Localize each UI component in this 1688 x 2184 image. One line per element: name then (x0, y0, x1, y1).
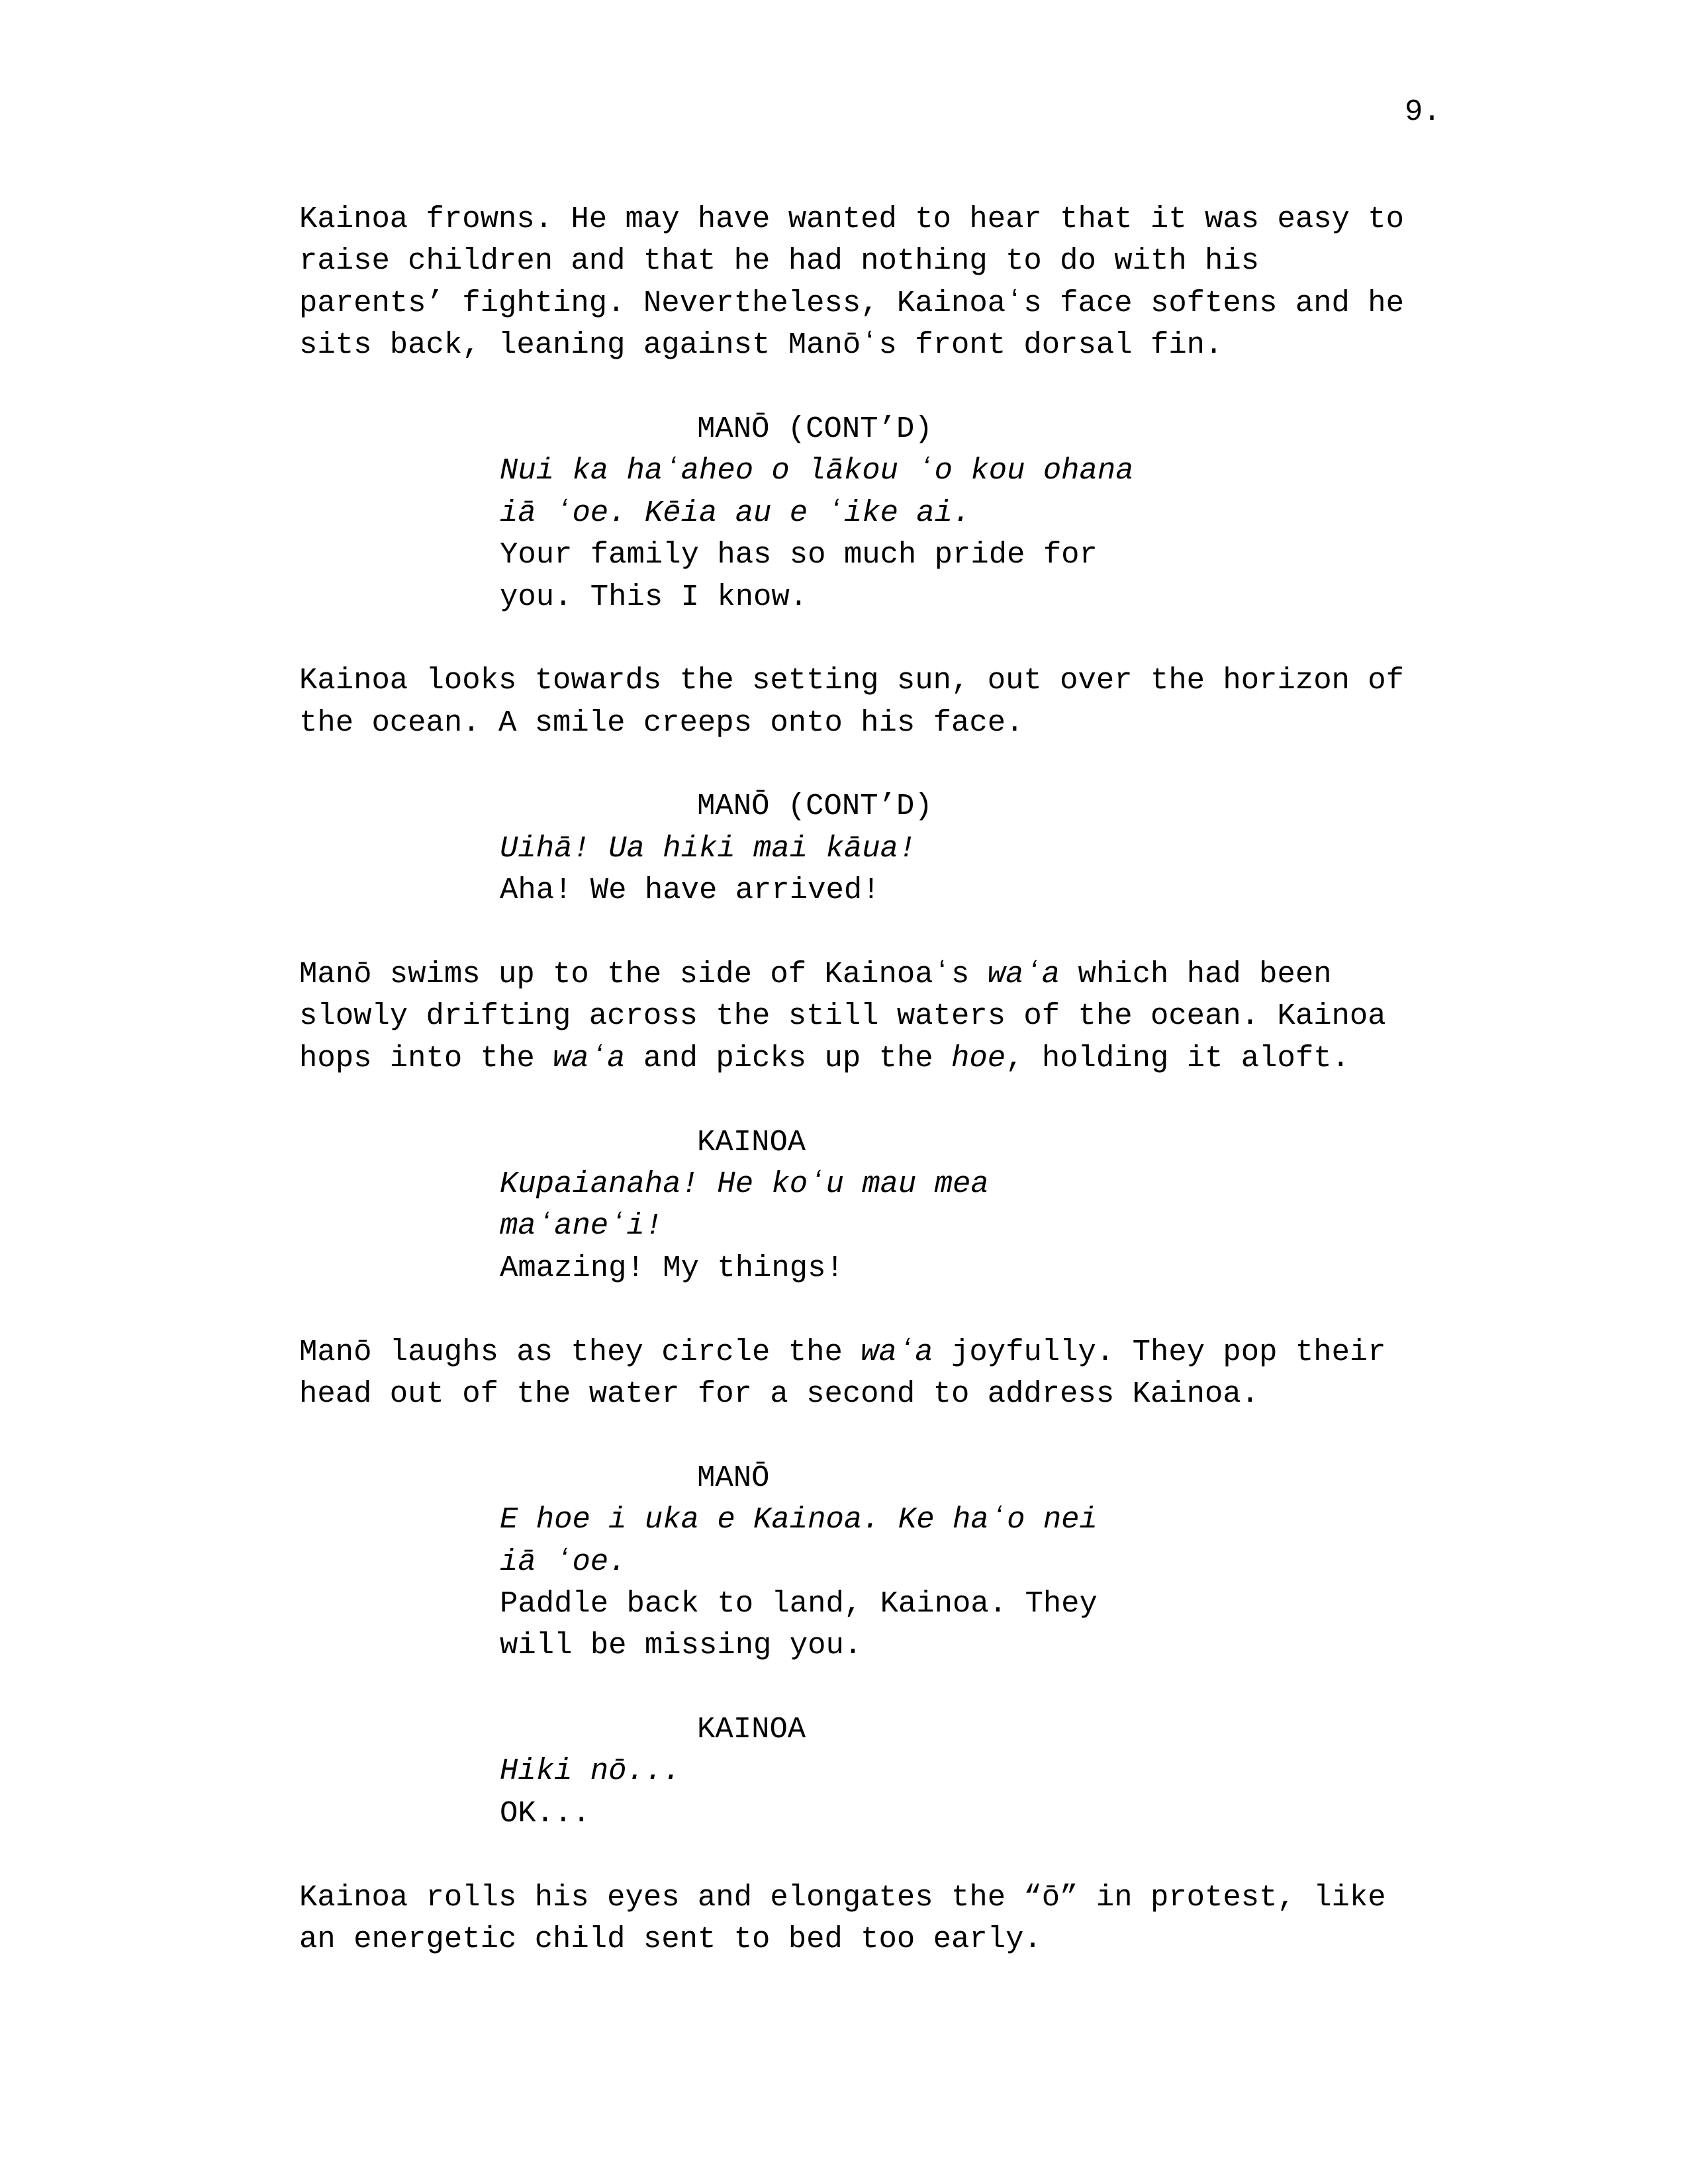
character-name: KAINOA (697, 1124, 806, 1160)
action-line (299, 1332, 1464, 1373)
action-line (299, 1373, 1464, 1415)
action-line (299, 660, 1464, 702)
text-segment: , holding it aloft. (1006, 1040, 1350, 1075)
text-segment: waʻa (553, 1040, 626, 1075)
dialogue-block (299, 786, 1464, 911)
text-segment: you. This I know. (500, 579, 808, 614)
text-segment: Kainoa looks towards the setting sun, out over the horizon of (299, 663, 1405, 698)
text-segment: Kainoa rolls his eyes and elongates the “ō” in protest, like (299, 1880, 1386, 1915)
dialogue-block (299, 1122, 1464, 1290)
text-segment: Uihā! Ua hiki mai kāua! (500, 831, 917, 866)
action-line (299, 995, 1464, 1037)
action-line (299, 283, 1464, 324)
text-segment: Amazing! My things! (500, 1250, 844, 1285)
dialogue-line-english (500, 534, 1464, 576)
action-line (299, 324, 1464, 366)
action-paragraph (299, 660, 1464, 744)
text-segment: which had been (1060, 957, 1332, 992)
text-segment: raise children and that he had nothing to do with his (299, 244, 1260, 279)
text-segment: hops into the (299, 1040, 553, 1075)
dialogue-line-hawaiian (500, 1499, 1464, 1541)
action-paragraph (299, 954, 1464, 1079)
text-segment: joyfully. They pop their (933, 1334, 1386, 1369)
dialogue-line-hawaiian (500, 1205, 1464, 1247)
action-paragraph (299, 199, 1464, 367)
dialogue-line-hawaiian (500, 828, 1464, 870)
character-name: MANŌ (CONT’D) (697, 411, 933, 446)
dialogue-block (299, 408, 1464, 618)
dialogue-line-english (500, 870, 1464, 911)
text-segment: Kupaianaha! He koʻu mau mea (500, 1166, 989, 1201)
text-segment: will be missing you. (500, 1628, 863, 1663)
text-segment: Aha! We have arrived! (500, 873, 880, 908)
text-segment: sits back, leaning against Manōʻs front dorsal fin. (299, 328, 1223, 363)
text-segment: and picks up the (625, 1040, 952, 1075)
text-segment: Manō swims up to the side of Kainoaʻs (299, 957, 988, 992)
text-segment: slowly drifting across the still waters of the ocean. Kainoa (299, 999, 1386, 1034)
character-name: MANŌ (CONT’D) (697, 789, 933, 824)
text-segment: E hoe i uka e Kainoa. Ke haʻo nei (500, 1502, 1098, 1537)
dialogue-line-hawaiian (500, 1163, 1464, 1205)
action-line (299, 1877, 1464, 1919)
character-name: KAINOA (697, 1712, 806, 1747)
text-segment: hoe (951, 1040, 1006, 1075)
action-line (299, 702, 1464, 744)
text-segment: iā ʻoe. Kēia au e ʻike ai. (500, 495, 971, 530)
text-segment: waʻa (987, 957, 1060, 992)
text-segment: parents’ fighting. Nevertheless, Kainoaʻs face softens and he (299, 285, 1405, 320)
text-segment: Nui ka haʻaheo o lākou ʻo kou ohana (500, 453, 1134, 488)
text-segment: an energetic child sent to bed too early. (299, 1922, 1042, 1957)
dialogue-line-hawaiian (500, 492, 1464, 534)
dialogue-line-english (500, 1248, 1464, 1289)
text-segment: waʻa (861, 1334, 933, 1369)
dialogue-line-hawaiian (500, 1751, 1464, 1792)
action-line (299, 1038, 1464, 1079)
action-line (299, 199, 1464, 240)
text-segment: Your family has so much pride for (500, 537, 1098, 572)
text-segment: the ocean. A smile creeps onto his face. (299, 705, 1024, 740)
dialogue-line-english (500, 576, 1464, 618)
text-segment: iā ʻoe. (500, 1544, 627, 1579)
dialogue-line-hawaiian (500, 450, 1464, 492)
page-number: 9. (1405, 95, 1441, 129)
text-segment: Kainoa frowns. He may have wanted to hear that it was easy to (299, 202, 1405, 236)
dialogue-line-english (500, 1625, 1464, 1666)
text-segment: OK... (500, 1796, 590, 1831)
character-name: MANŌ (697, 1460, 770, 1495)
dialogue-line-english (500, 1583, 1464, 1625)
action-line (299, 1919, 1464, 1960)
action-paragraph (299, 1877, 1464, 1961)
text-segment: Hiki nō... (500, 1754, 681, 1789)
dialogue-block (299, 1709, 1464, 1835)
text-segment: Paddle back to land, Kainoa. They (500, 1586, 1098, 1621)
dialogue-line-hawaiian (500, 1541, 1464, 1583)
dialogue-block (299, 1457, 1464, 1667)
text-segment: maʻaneʻi! (500, 1208, 663, 1244)
action-line (299, 954, 1464, 995)
action-line (299, 240, 1464, 282)
text-segment: head out of the water for a second to address Kainoa. (299, 1376, 1260, 1411)
dialogue-line-english (500, 1793, 1464, 1835)
screenplay-body (299, 199, 1464, 1960)
action-paragraph (299, 1332, 1464, 1416)
text-segment: Manō laughs as they circle the (299, 1334, 861, 1369)
